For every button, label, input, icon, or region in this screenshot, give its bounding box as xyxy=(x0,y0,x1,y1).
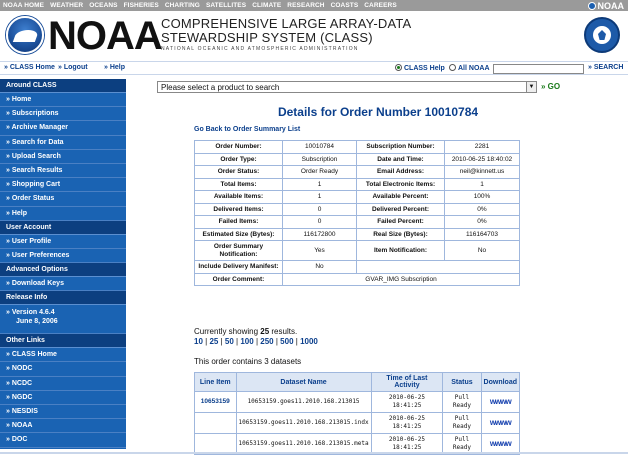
order-type-label: Order Type: xyxy=(195,153,283,166)
failed-items-value: 0 xyxy=(283,216,357,229)
footer-divider xyxy=(0,452,628,454)
class-title-line2: STEWARDSHIP SYSTEM (CLASS) xyxy=(161,30,373,45)
available-percent-value: 100% xyxy=(445,191,520,204)
table-header-row xyxy=(195,373,520,392)
sidebar-item-subscriptions[interactable]: » Subscriptions xyxy=(0,107,126,121)
sidebar-item-version[interactable] xyxy=(0,305,126,334)
nav-climate[interactable]: CLIMATE xyxy=(252,2,282,9)
delivered-percent-value: 0% xyxy=(445,203,520,216)
nav-weather[interactable]: WEATHER xyxy=(50,2,84,9)
noaa-bird-icon xyxy=(13,30,39,42)
order-type-value: Subscription xyxy=(283,153,357,166)
table-row xyxy=(195,261,520,274)
dataset-name: 10653159.goes11.2010.168.213015.indx xyxy=(236,413,371,434)
total-electronic-value: 1 xyxy=(445,178,520,191)
sidebar-item-home[interactable]: » Home xyxy=(0,93,126,107)
failed-items-label: Failed Items: xyxy=(195,216,283,229)
download-link[interactable]: wwww xyxy=(489,438,511,448)
product-select[interactable] xyxy=(157,81,537,93)
table-row xyxy=(195,216,520,229)
nav-oceans[interactable]: OCEANS xyxy=(89,2,118,9)
empty-cell xyxy=(357,261,520,274)
delivered-items-label: Delivered Items: xyxy=(195,203,283,216)
version-line: » Version 4.6.4 xyxy=(6,309,55,317)
col-status: Status xyxy=(443,373,481,392)
class-subtitle: NATIONAL OCEANIC AND ATMOSPHERIC ADMINISTRATION xyxy=(161,46,359,52)
noaa-mini-icon xyxy=(588,2,596,10)
estimated-size-label: Estimated Size (Bytes): xyxy=(195,228,283,241)
order-status-label: Order Status: xyxy=(195,166,283,179)
class-title xyxy=(161,17,411,45)
sidebar-item-search-for-data[interactable]: » Search for Data xyxy=(0,136,126,150)
sidebar-heading-user-account: User Account xyxy=(0,221,126,235)
sidebar-item-order-status[interactable]: » Order Status xyxy=(0,192,126,206)
delivered-items-value: 0 xyxy=(283,203,357,216)
nav-careers[interactable]: CAREERS xyxy=(364,2,397,9)
sidebar-heading-release: Release Info xyxy=(0,291,126,305)
order-details-table xyxy=(194,140,520,286)
item-notification-value: No xyxy=(445,241,520,261)
version-date: June 8, 2006 xyxy=(16,318,58,326)
dataset-name: 10653159.goes11.2010.168.213015.meta xyxy=(236,434,371,455)
dataset-time: 2010-06-25 18:41:25 xyxy=(371,434,443,455)
nav-charting[interactable]: CHARTING xyxy=(164,2,200,9)
all-noaa-radio-label[interactable]: All NOAA xyxy=(449,64,490,72)
sidebar-item-archive-manager[interactable]: » Archive Manager xyxy=(0,121,126,135)
help-link[interactable]: » Help xyxy=(104,64,126,71)
sidebar-item-ncdc[interactable]: » NCDC xyxy=(0,377,126,391)
sidebar-item-user-profile[interactable]: » User Profile xyxy=(0,235,126,249)
table-row xyxy=(195,241,520,261)
top-nav-bar xyxy=(0,0,628,11)
table-row xyxy=(195,228,520,241)
real-size-label: Real Size (Bytes): xyxy=(357,228,445,241)
main-content xyxy=(128,79,628,449)
summary-notification-value: Yes xyxy=(283,241,357,261)
datasets-table xyxy=(194,372,520,455)
col-dataset-name: Dataset Name xyxy=(236,373,371,392)
dataset-status: Pull Ready xyxy=(443,392,481,413)
download-cell xyxy=(481,392,519,413)
available-items-value: 1 xyxy=(283,191,357,204)
col-line-item: Line Item xyxy=(195,373,237,392)
estimated-size-value: 116172800 xyxy=(283,228,357,241)
page-size-10[interactable]: 10 xyxy=(194,337,203,346)
chevron-down-icon[interactable]: ▼ xyxy=(526,82,536,92)
sidebar xyxy=(0,79,126,449)
summary-notification-label: Order Summary Notification: xyxy=(195,241,283,261)
order-status-value: Order Ready xyxy=(283,166,357,179)
sidebar-heading-other-links: Other Links xyxy=(0,334,126,348)
page-size-100[interactable]: 100 xyxy=(240,337,254,346)
noaa-wordmark: NOAA xyxy=(48,14,162,58)
nav-fisheries[interactable]: FISHERIES xyxy=(123,2,159,9)
page-size-250[interactable]: 250 xyxy=(260,337,274,346)
table-row xyxy=(195,166,520,179)
email-label: Email Address: xyxy=(357,166,445,179)
class-home-link[interactable]: » CLASS Home xyxy=(4,64,55,71)
subscription-number-label: Subscription Number: xyxy=(357,141,445,154)
item-notification-label: Item Notification: xyxy=(357,241,445,261)
sidebar-heading-around: Around CLASS xyxy=(0,79,126,93)
download-link[interactable]: wwww xyxy=(489,396,511,406)
download-link[interactable]: wwww xyxy=(489,417,511,427)
table-row xyxy=(195,191,520,204)
class-help-radio-label[interactable]: CLASS Help xyxy=(395,64,445,72)
total-items-value: 1 xyxy=(283,178,357,191)
results-count-text: Currently showing 25 results. xyxy=(194,327,298,336)
sidebar-item-search-results[interactable]: » Search Results xyxy=(0,164,126,178)
dataset-status: Pull Ready xyxy=(443,434,481,455)
sidebar-item-download-keys[interactable]: » Download Keys xyxy=(0,277,126,291)
include-manifest-value: No xyxy=(283,261,357,274)
sidebar-item-user-preferences[interactable]: » User Preferences xyxy=(0,249,126,263)
logout-link[interactable]: » Logout xyxy=(58,64,88,71)
sidebar-item-ngdc[interactable]: » NGDC xyxy=(0,391,126,405)
results-count: 25 xyxy=(260,327,270,336)
class-title-line1: COMPREHENSIVE LARGE ARRAY-DATA xyxy=(161,16,412,31)
noaa-mini-logo[interactable] xyxy=(588,0,625,11)
commerce-seal-icon[interactable] xyxy=(584,17,620,53)
sidebar-heading-advanced: Advanced Options xyxy=(0,263,126,277)
table-row xyxy=(195,273,520,286)
order-number-value: 10010784 xyxy=(283,141,357,154)
download-cell xyxy=(481,413,519,434)
nav-satellites[interactable]: SATELLITES xyxy=(205,2,247,9)
order-number-label: Order Number: xyxy=(195,141,283,154)
table-row xyxy=(195,392,520,413)
sidebar-item-noaa[interactable]: » NOAA xyxy=(0,419,126,433)
dataset-count-text: This order contains 3 datasets xyxy=(194,357,302,366)
sidebar-item-help[interactable]: » Help xyxy=(0,207,126,221)
search-button[interactable]: » SEARCH xyxy=(588,64,624,71)
date-time-value: 2010-06-25 18:40:02 xyxy=(445,153,520,166)
page-title: Details for Order Number 10010784 xyxy=(277,105,479,119)
table-row xyxy=(195,153,520,166)
sidebar-item-nodc[interactable]: » NODC xyxy=(0,362,126,376)
col-download: Download xyxy=(481,373,519,392)
table-row xyxy=(195,141,520,154)
dataset-name: 10653159.goes11.2010.168.213015 xyxy=(236,392,371,413)
dataset-status: Pull Ready xyxy=(443,413,481,434)
utility-bar xyxy=(0,61,628,75)
page-size-1000[interactable]: 1000 xyxy=(300,337,318,346)
date-time-label: Date and Time: xyxy=(357,153,445,166)
nav-coasts[interactable]: COASTS xyxy=(330,2,359,9)
back-to-summary-link[interactable]: Go Back to Order Summary List xyxy=(194,126,301,133)
table-row xyxy=(195,178,520,191)
site-header xyxy=(0,11,628,59)
sidebar-item-upload-search[interactable]: » Upload Search xyxy=(0,150,126,164)
dataset-time: 2010-06-25 18:41:25 xyxy=(371,392,443,413)
sidebar-item-nesdis[interactable]: » NESDIS xyxy=(0,405,126,419)
nav-research[interactable]: RESEARCH xyxy=(287,2,325,9)
total-items-label: Total Items: xyxy=(195,178,283,191)
line-item-link[interactable]: 10653159 xyxy=(195,392,237,413)
page-size-500[interactable]: 500 xyxy=(280,337,294,346)
page-size-50[interactable]: 50 xyxy=(224,337,234,346)
noaa-mini-text: NOAA xyxy=(597,0,624,11)
available-percent-label: Available Percent: xyxy=(357,191,445,204)
all-noaa-radio[interactable] xyxy=(449,64,456,71)
real-size-value: 116164703 xyxy=(445,228,520,241)
subscription-number-value: 2281 xyxy=(445,141,520,154)
noaa-logo-icon[interactable] xyxy=(6,16,44,54)
failed-percent-label: Failed Percent: xyxy=(357,216,445,229)
failed-percent-value: 0% xyxy=(445,216,520,229)
order-comment-value: GVAR_IMG Subscription xyxy=(283,273,520,286)
email-value: neil@kinnett.us xyxy=(445,166,520,179)
table-row xyxy=(195,203,520,216)
include-manifest-label: Include Delivery Manifest: xyxy=(195,261,283,274)
available-items-label: Available Items: xyxy=(195,191,283,204)
sidebar-item-class-home[interactable]: » CLASS Home xyxy=(0,348,126,362)
class-help-radio[interactable] xyxy=(395,64,402,71)
nav-noaa-home[interactable]: NOAA HOME xyxy=(3,2,45,9)
col-time-last-activity: Time of Last Activity xyxy=(371,373,443,392)
page-size-selector: 10 | 25 | 50 | 100 | 250 | 500 | 1000 xyxy=(194,337,318,346)
table-row xyxy=(195,413,520,434)
page-size-25[interactable]: 25 xyxy=(209,337,219,346)
delivered-percent-label: Delivered Percent: xyxy=(357,203,445,216)
total-electronic-label: Total Electronic Items: xyxy=(357,178,445,191)
go-button[interactable]: » GO xyxy=(541,82,561,91)
product-select-value: Please select a product to search xyxy=(161,83,280,92)
sidebar-item-shopping-cart[interactable]: » Shopping Cart xyxy=(0,178,126,192)
search-input[interactable] xyxy=(493,64,584,74)
order-comment-label: Order Comment: xyxy=(195,273,283,286)
dataset-time: 2010-06-25 18:41:25 xyxy=(371,413,443,434)
sidebar-item-doc[interactable]: » DOC xyxy=(0,433,126,447)
line-item-cell xyxy=(195,413,237,434)
